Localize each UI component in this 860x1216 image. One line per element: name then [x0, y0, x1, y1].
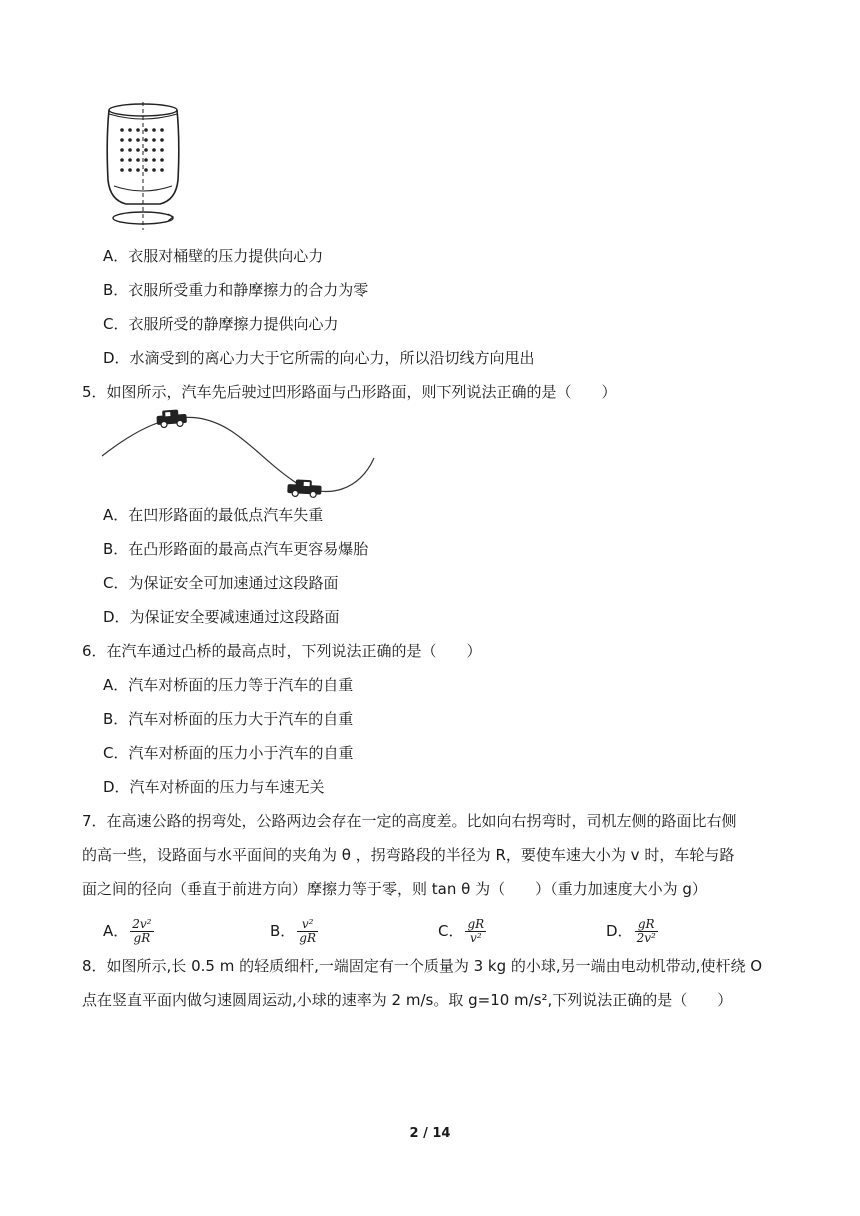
page-number: 2 / 14: [409, 1126, 451, 1141]
q6-option-b: B．汽车对桥面的压力大于汽车的自重: [103, 710, 354, 728]
q4-option-b: B．衣服所受重力和静摩擦力的合力为零: [103, 281, 369, 299]
q7-choice-b-numerator: v²: [297, 918, 318, 932]
q7-stem-line-3: 面之间的径向（垂直于前进方向）摩擦力等于零，则 tan θ 为（ ）（重力加速度大小为 g）: [82, 880, 707, 898]
q7-choice-a-fraction: [130, 918, 153, 945]
q7-choice-b-label: B．: [270, 922, 296, 940]
q7-choice-a-numerator: 2v²: [132, 917, 152, 931]
q5-option-d: D．为保证安全要减速通过这段路面: [103, 608, 340, 626]
q6-option-c: C．汽车对桥面的压力小于汽车的自重: [103, 744, 354, 762]
q7-choice-d-label: D．: [606, 922, 633, 940]
q4-option-a: A．衣服对桶壁的压力提供向心力: [103, 247, 324, 265]
q7-choice-c-label: C．: [438, 922, 464, 940]
q8-stem-line-2: 点在竖直平面内做匀速圆周运动,小球的速率为 2 m/s。取 g=10 m/s²,下列说法正确的是（ ）: [82, 991, 733, 1009]
road-curve-figure: [98, 408, 380, 498]
q6-option-a: A．汽车对桥面的压力等于汽车的自重: [103, 676, 354, 694]
q7-choice-c-denominator: v²: [470, 931, 482, 945]
q6-stem: 6．在汽车通过凸桥的最高点时，下列说法正确的是（ ）: [82, 642, 482, 660]
q6-option-d: D．汽车对桥面的压力与车速无关: [103, 778, 325, 796]
q7-choice-c: [438, 918, 486, 945]
q7-choice-c-numerator: gR: [467, 917, 485, 931]
q7-choice-a-label: A．: [103, 922, 129, 940]
q4-option-d: D．水滴受到的离心力大于它所需的向心力，所以沿切线方向甩出: [103, 349, 535, 367]
q5-option-c: C．为保证安全可加速通过这段路面: [103, 574, 339, 592]
q5-stem: 5．如图所示，汽车先后驶过凹形路面与凸形路面，则下列说法正确的是（ ）: [82, 383, 617, 401]
q5-option-a: A．在凹形路面的最低点汽车失重: [103, 506, 324, 524]
q7-stem-line-1: 7．在高速公路的拐弯处，公路两边会存在一定的高度差。比如向右拐弯时，司机左侧的路面比右侧: [82, 812, 737, 830]
q7-choice-b-fraction: [297, 918, 318, 945]
q7-choice-c-fraction: [465, 918, 486, 945]
q7-choice-a-denominator: gR: [133, 931, 151, 945]
q7-choice-d-numerator: gR: [635, 918, 658, 932]
q7-choice-b-denominator: gR: [299, 931, 317, 945]
q8-stem-line-1: 8．如图所示,长 0.5 m 的轻质细杆,一端固定有一个质量为 3 kg 的小球,另一端由电动机带动,使杆绕 O: [82, 957, 763, 975]
q5-option-b: B．在凸形路面的最高点汽车更容易爆胎: [103, 540, 369, 558]
q7-choice-b: [270, 918, 318, 945]
q7-choice-a: [103, 918, 154, 945]
q7-choice-d-denominator: 2v²: [636, 931, 656, 945]
q7-stem-line-2: 的高一些，设路面与水平面间的夹角为 θ ，拐弯路段的半径为 R，要使车速大小为 v 时，车轮与路: [82, 846, 735, 864]
washing-drum-figure: [98, 100, 188, 232]
q7-choice-d-fraction: [635, 918, 658, 945]
q4-option-c: C．衣服所受的静摩擦力提供向心力: [103, 315, 339, 333]
q7-choice-d: [606, 918, 658, 945]
